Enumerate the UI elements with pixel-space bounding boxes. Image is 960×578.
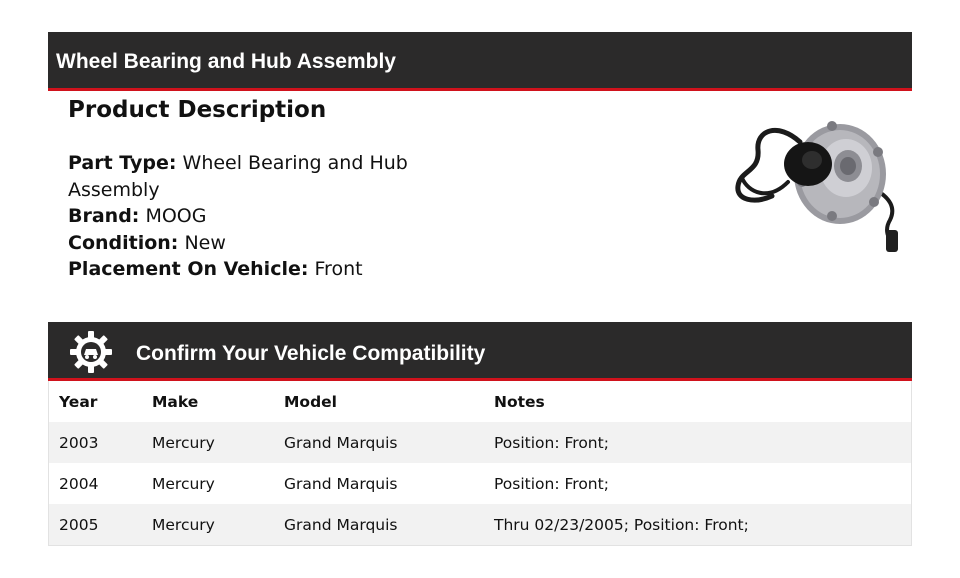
cell-year: 2004: [59, 475, 99, 493]
brand-value: MOOG: [145, 205, 207, 227]
cell-model: Grand Marquis: [284, 516, 398, 534]
cell-notes: Thru 02/23/2005; Position: Front;: [494, 516, 749, 534]
column-header-model: Model: [284, 393, 337, 411]
part-type-label: Part Type:: [68, 152, 177, 174]
description-heading: Product Description: [68, 97, 327, 123]
cell-notes: Position: Front;: [494, 434, 609, 452]
placement-row: [68, 256, 408, 283]
cell-year: 2003: [59, 434, 99, 452]
product-title-bar: [48, 32, 912, 91]
cell-notes: Position: Front;: [494, 475, 609, 493]
cell-model: Grand Marquis: [284, 434, 398, 452]
cell-model: Grand Marquis: [284, 475, 398, 493]
brand-row: [68, 203, 408, 230]
condition-row: [68, 230, 408, 257]
column-header-notes: Notes: [494, 393, 545, 411]
gear-car-icon: [70, 331, 112, 373]
brand-label: Brand:: [68, 205, 140, 227]
column-header-year: Year: [59, 393, 98, 411]
table-row: [49, 463, 911, 504]
condition-value: New: [184, 231, 226, 254]
table-header-row: [49, 381, 911, 422]
cell-year: 2005: [59, 516, 99, 534]
product-image: [728, 112, 908, 260]
table-row: [49, 504, 911, 545]
placement-value: Front: [314, 258, 363, 280]
compatibility-bar: [48, 322, 912, 381]
table-row: [49, 422, 911, 463]
condition-label: Condition:: [68, 231, 179, 254]
part-type-row: [68, 150, 408, 203]
part-type-value: Wheel Bearing and Hub Assembly: [68, 152, 408, 201]
compatibility-title: Confirm Your Vehicle Compatibility: [136, 342, 486, 365]
compatibility-table: [48, 381, 912, 546]
cell-make: Mercury: [152, 434, 215, 452]
placement-label: Placement On Vehicle:: [68, 258, 309, 280]
product-title: Wheel Bearing and Hub Assembly: [56, 50, 396, 73]
description-list: [68, 150, 408, 283]
cell-make: Mercury: [152, 475, 215, 493]
cell-make: Mercury: [152, 516, 215, 534]
column-header-make: Make: [152, 393, 199, 411]
